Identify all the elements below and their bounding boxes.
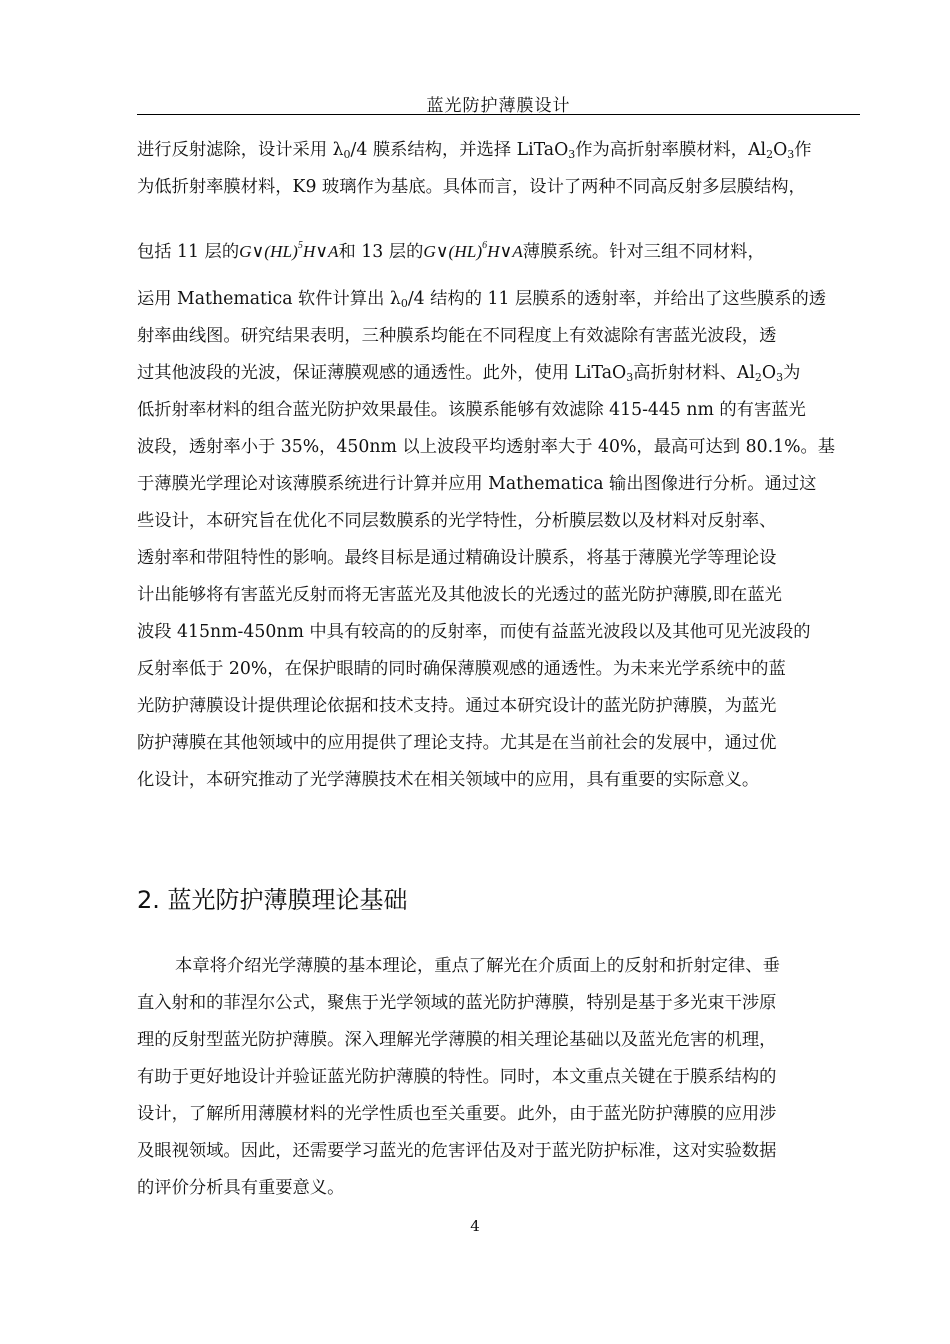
text-line: 些设计，本研究旨在优化不同层数膜系的光学特性，分析膜层数以及材料对反射率、 — [137, 511, 777, 531]
text-line: 本章将介绍光学薄膜的基本理论，重点了解光在介质面上的反射和折射定律、垂 — [175, 956, 780, 976]
formula-11-layer — [239, 242, 338, 261]
text-run: /4 膜系结构，并选择 LiTaO — [350, 140, 569, 160]
text-line: 波段，透射率小于 35%，450nm 以上波段平均透射率大于 40%，最高可达到 80.1%。基 — [137, 437, 836, 457]
formula-part: H∨A — [302, 242, 339, 261]
text-line: 有助于更好地设计并验证蓝光防护薄膜的特性。同时，本文重点关键在于膜系结构的 — [137, 1067, 777, 1087]
text-run: /4 结构的 11 层膜系的透射率，并给出了这些膜系的透 — [407, 289, 827, 309]
running-header: 蓝光防护薄膜设计 — [426, 96, 571, 116]
text-line: 直入射和的菲涅尔公式，聚焦于光学领域的蓝光防护薄膜，特别是基于多光束干涉原 — [137, 993, 777, 1013]
subscript: 3 — [787, 148, 795, 161]
text-line: 低折射率材料的组合蓝光防护效果最佳。该膜系能够有效滤除 415-445 nm 的有害蓝光 — [137, 400, 806, 420]
text-run: 薄膜系统。针对三组不同材料， — [522, 242, 765, 262]
text-run: 高折射材料、Al — [633, 363, 755, 383]
text-line: 设计，了解所用薄膜材料的光学性质也至关重要。此外，由于蓝光防护薄膜的应用涉 — [137, 1104, 777, 1124]
subscript: 2 — [754, 371, 762, 384]
text-line: 光防护薄膜设计提供理论依据和技术支持。通过本研究设计的蓝光防护薄膜，为蓝光 — [137, 696, 777, 716]
subscript: 3 — [776, 371, 784, 384]
text-run: 为 — [783, 363, 801, 383]
text-line: 反射率低于 20%，在保护眼睛的同时确保薄膜观感的通透性。为未来光学系统中的蓝 — [137, 659, 786, 679]
formula-part: H∨A — [487, 242, 523, 261]
text-run: O — [773, 140, 788, 160]
section-heading: 2. 蓝光防护薄膜理论基础 — [137, 886, 408, 914]
text-run: 进行反射滤除，设计采用 λ — [137, 140, 344, 160]
text-line: 为低折射率膜材料，K9 玻璃作为基底。具体而言，设计了两种不同高反射多层膜结构， — [137, 177, 806, 197]
text-run: 作为高折射率膜材料，Al — [575, 140, 767, 160]
text-run: 运用 Mathematica 软件计算出 λ — [137, 289, 401, 309]
text-line — [137, 362, 860, 389]
formula-part: G∨(HL) — [423, 242, 483, 261]
text-line — [137, 288, 860, 315]
page-number: 4 — [470, 1217, 480, 1235]
text-line — [137, 139, 860, 166]
formula-part: G∨(HL) — [239, 242, 298, 261]
subscript: 0 — [343, 148, 351, 161]
text-line: 于薄膜光学理论对该薄膜系统进行计算并应用 Mathematica 输出图像进行分析。通过这 — [137, 474, 817, 494]
subscript: 3 — [568, 148, 576, 161]
superscript: 5 — [297, 240, 303, 251]
text-run: 作 — [794, 140, 812, 160]
text-line: 化设计，本研究推动了光学薄膜技术在相关领域中的应用，具有重要的实际意义。 — [137, 770, 760, 790]
text-run: 包括 11 层的 — [137, 242, 240, 262]
text-line: 射率曲线图。研究结果表明，三种膜系均能在不同程度上有效滤除有害蓝光波段，透 — [137, 326, 777, 346]
subscript: 0 — [400, 297, 408, 310]
header-rule — [137, 114, 860, 115]
subscript: 2 — [766, 148, 774, 161]
text-line: 的评价分析具有重要意义。 — [137, 1178, 345, 1198]
text-run: O — [761, 363, 777, 383]
text-line: 及眼视领域。因此，还需要学习蓝光的危害评估及对于蓝光防护标准，这对实验数据 — [137, 1141, 777, 1161]
formula-13-layer — [423, 242, 522, 261]
text-run: 和 13 层的 — [338, 242, 424, 262]
text-line: 防护薄膜在其他领域中的应用提供了理论支持。尤其是在当前社会的发展中，通过优 — [137, 733, 777, 753]
text-line: 波段 415nm-450nm 中具有较高的的反射率，而使有益蓝光波段以及其他可见光波段的 — [137, 622, 811, 642]
text-line: 计出能够将有害蓝光反射而将无害蓝光及其他波长的光透过的蓝光防护薄膜,即在蓝光 — [137, 585, 782, 605]
superscript: 6 — [482, 240, 488, 251]
subscript: 3 — [626, 371, 634, 384]
text-line: 理的反射型蓝光防护薄膜。深入理解光学薄膜的相关理论基础以及蓝光危害的机理， — [137, 1030, 777, 1050]
text-line: 透射率和带阻特性的影响。最终目标是通过精确设计膜系，将基于薄膜光学等理论设 — [137, 548, 777, 568]
text-run: 过其他波段的光波，保证薄膜观感的通透性。此外，使用 LiTaO — [137, 363, 627, 383]
text-line — [137, 235, 860, 263]
